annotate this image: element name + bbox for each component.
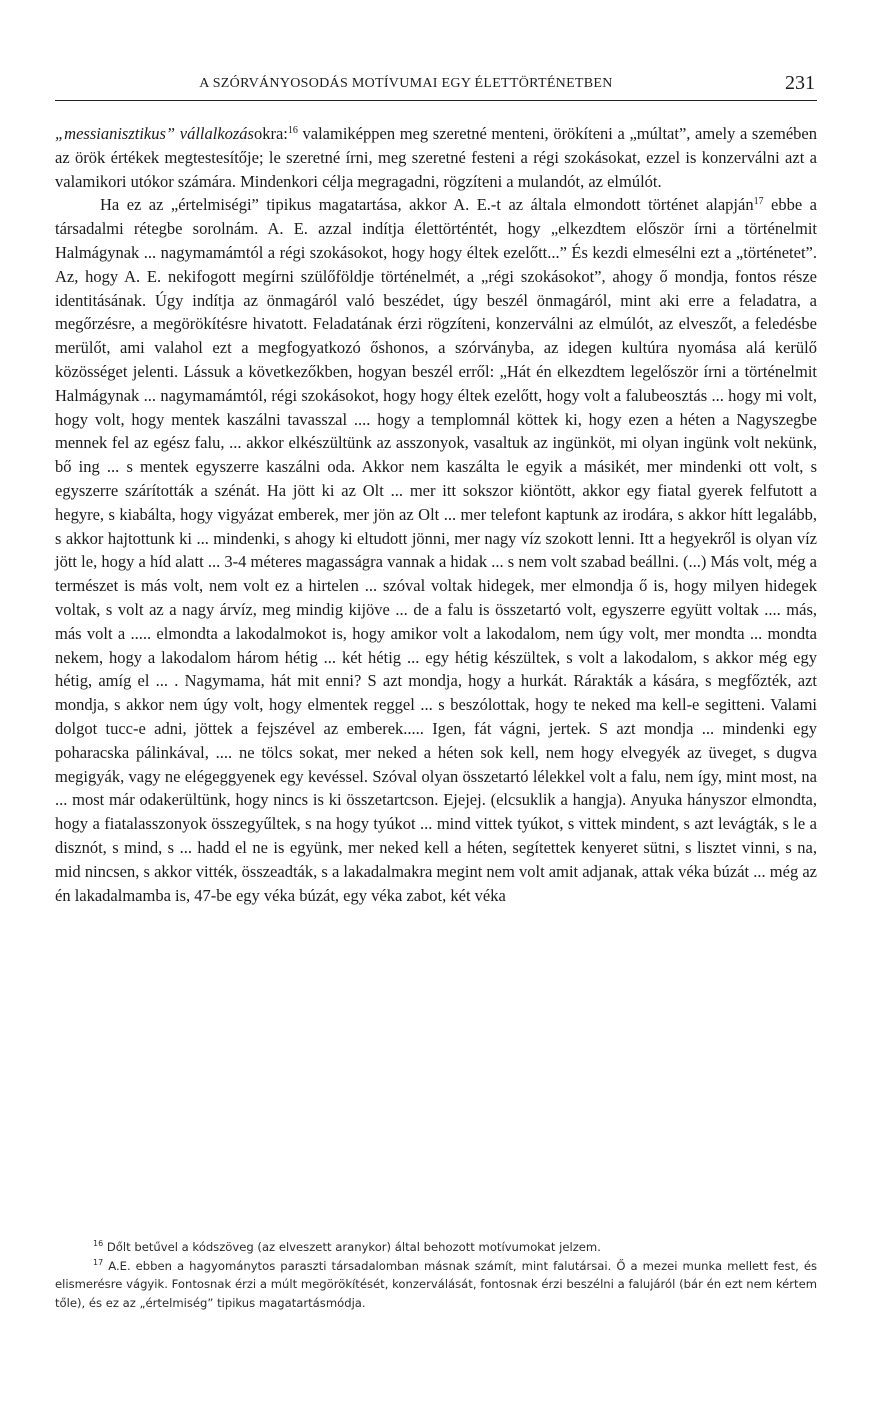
footnote-ref-16: 16	[287, 125, 298, 136]
footnote-17	[55, 1257, 817, 1313]
footnote-16	[55, 1238, 817, 1257]
footnote-number: 16	[93, 1239, 104, 1248]
running-header	[55, 72, 817, 101]
paragraph-2	[55, 193, 817, 907]
footnote-text: Dőlt betűvel a kódszöveg (az elveszett aranykor) által behozott motívumokat jelzem.	[103, 1240, 601, 1254]
footnote-ref-17: 17	[753, 196, 764, 208]
main-text	[55, 122, 817, 907]
footnote-number: 17	[93, 1257, 104, 1267]
paragraph-1-text: valamiképpen meg szeretné menteni, örökíteni a „múltat”, amely a szemében az örök értékek megtestesítője; le szeretné írni, meg szeretné festeni a régi szokásokat, ezzel is konzerválni azt a valamikori utókor számára. Mindenkori célja megragadni, rögzíteni a mulandót, az elmúlót.	[55, 124, 817, 191]
page-number: 231	[785, 72, 815, 94]
paragraph-2-text-a: Ha ez az „értelmiségi” tipikus magatartása, akkor A. E.-t az általa elmondott történet alapján	[100, 195, 754, 215]
word-ending: okra:	[253, 124, 288, 143]
footnote-text: A.E. ebben a hagyománytos paraszti társadalomban másnak számít, mint falutársai. Ő a mezei munka mellett fest, és elismerésre vágyik. Fontosnak érzi a múlt megörökítését, konzerválását, fontosnak érzi beszélni a falujáról (bár én ezt nem kértem tőle), és ez az „értelmiség” tipikus magatartásmódja.	[55, 1258, 817, 1310]
italic-phrase: „messianisztikus” vállalkozás	[55, 124, 254, 143]
running-title: A SZÓRVÁNYOSODÁS MOTÍVUMAI EGY ÉLETTÖRTÉNETBEN	[199, 76, 613, 91]
paragraph-1	[55, 122, 817, 193]
paragraph-2-text-b: ebbe a társadalmi rétegbe sorolnám. A. E. azzal indítja élettörténtét, hogy „elkezdtem először írni a történelmit Halmágynak ... nagymamámtól a régi szokásokot, hogy hogy éltek ezelőtt...” És kezdi elmesélni ezt a „történetet”. Az, hogy A. E. nekifogott megírni szülőföldje történelmét, a „régi szokásokot”, ahogy ő mondja, fontos része identitásának. Úgy indítja az önmagáról való beszédet, úgy beszél önmagáról, mint aki erre a feladatra, a megőrzésre, a megörökítésre hivatott. Feladatának érzi rögzíteni, konzerválni az elmúlót, az elveszőt, a feledésbe merülőt, ami valahol ezt a megfogyatkozó őshonos, a szórványba, az idegen kultúra nyomása alá kerülő közösséget jelenti. Lássuk a következőkben, hogyan beszél erről: „Hát én elkezdtem legelőször írni a történelmit Halmágynak ... nagymamámtól, régi szokásokot, hogy hogy éltek ezelőtt, hogy volt a falubeosztás ... hogy mi volt, hogy volt, hogy mentek kaszálni tavasszal .... hogy a templomnál köttek ki, hogy ezen a héten a Nagyszegbe mennek fel az egész falu, ... akkor elkészültünk az asszonyok, vasaltuk az ingünköt, mi olyan ingünk volt nekünk, bő ing ... s mentek egyszerre kaszálni oda. Akkor nem kaszálta le egyik a másikét, mer mindenki ott volt, s egyszerre szárították a szénát. Ha jött ki az Olt ... mer itt sokszor kiöntött, akkor egy fiatal gyerek felfutott a hegyre, s kiabálta, hogy vigyázat emberek, mer jön az Olt ... mer telefont kaptunk az irodára, s akkor hítt legalább, s akkor hajtottunk ki ... mindenki, s ahogy ki eltudott jönni, mer nagy víz szokott lenni. Itt a hegyekről is olyan víz jött le, hogy a híd alatt ... 3-4 méteres magasságra vannak a hidak ... s nem volt szabad beállni. (...) Más volt, még a természet is más volt, nem volt ez a hirtelen ... szóval voltak hidegek, mer elmondja ő is, hogy milyen hidegek voltak, s volt az a nagy árvíz, meg mindig kijöve ... de a falu is összetartó volt, egyszerre együtt voltak .... más, más volt a ..... elmondta a lakodalmokot is, hogy amikor volt a lakodalom, nem úgy volt, mer mondta ... mondta nekem, hogy a lakodalom három hétig ... két hétig ... egy hétig készültek, s volt a lakodalom, s akkor még egy hétig, amíg el ... . Nagymama, hát mit enni? S azt mondja, hogy a hurkát. Rárakták a kására, s megfőzték, azt mondja, s akkor nem úgy volt, hogy elmentek reggel ... s beszólottak, hogy te neked ma kell-e segitteni. Valami dolgot tucc-e adni, jöttek a fejszével az emberek..... Igen, fát vágni, jertek. S azt mondja ... mindenki egy poharacska pálinkával, .... ne tölcs sokat, mer neked a héten sok kell, nem hogy elvegyék az üveget, s dugva megigyák, vagy ne elégeggyenek egy kevéssel. Szóval olyan összetartó lélekkel volt a falu, nem így, mint most, na ... most már odakerültünk, hogy nincs is ki összetartcson. Ejejej. (elcsuklik a hangja). Anyuka hányszor elmondta, hogy a fiatalasszonyok összegyűltek, s na hogy tyúkot ... mind vittek tyúkot, s vittek mindent, s azt levágták, s le a disznót, s mind, s ... hadd el ne is együnk, mer neked kell a héten, segítettek kenyeret sütni, s lisztet vinni, s na, mid nincsen, s akkor vitték, összeadták, s a lakadalmakra megint nem volt amit adjanak, attak véka búzát ... még az én lakadalmamba is, 47-be egy véka búzát, egy véka zabot, két véka	[55, 195, 817, 905]
footnotes	[55, 1238, 817, 1312]
